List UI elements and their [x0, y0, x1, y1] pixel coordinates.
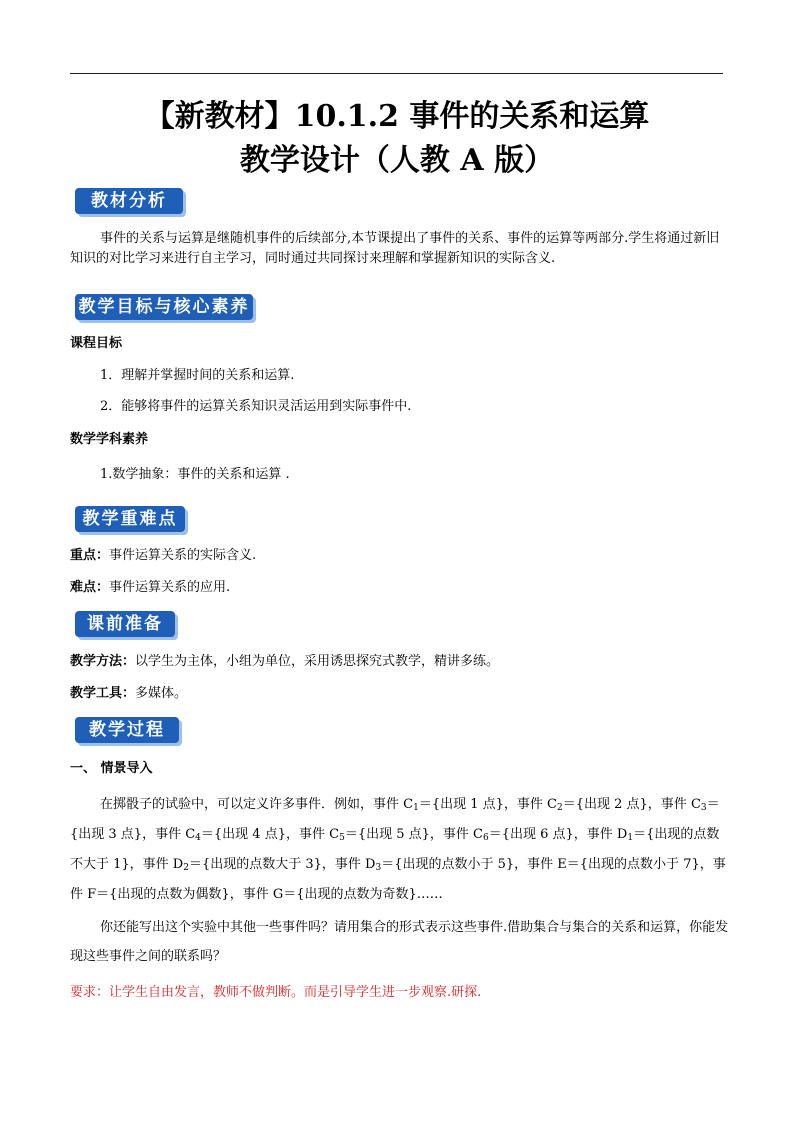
goals-heading: 课程目标 [70, 336, 123, 351]
header-rule [70, 73, 723, 74]
teaching-method-text: 以学生为主体，小组为单位，采用诱思探究式教学，精讲多练。 [135, 654, 500, 669]
section-tag-analysis: 教材分析 [75, 188, 183, 214]
hard-point [70, 578, 730, 598]
hard-point-text: 事件运算关系的应用. [109, 580, 231, 595]
literacy-item: 1.数学抽象：事件的关系和运算 . [100, 467, 290, 482]
hard-point-label: 难点： [70, 580, 110, 595]
analysis-paragraph: 事件的关系与运算是继随机事件的后续部分,本节课提出了事件的关系、事件的运算等两部分.学生将通过新旧知识的对比学习来进行自主学习，同时通过共同探讨来理解和掌握新知识的实际含义. [70, 231, 720, 266]
process-subheading: 一、 情景导入 [70, 761, 153, 776]
key-point-text: 事件运算关系的实际含义. [109, 548, 257, 563]
requirement-note: 要求：让学生自由发言，教师不做判断。而是引导学生进一步观察.研探. [70, 985, 482, 1000]
section-tag-goals: 教学目标与核心素养 [75, 294, 253, 320]
doc-title-line1: 【新教材】10.1.2 事件的关系和运算 [144, 99, 650, 134]
scenario-paragraph: 在掷骰子的试验中，可以定义许多事件．例如，事件 $C_1=${出现 1 点}，事件 $C_2=${出现 2 点}，事件 $C_3=${出现 3 点}，事件 $C_4=${出现 4 点}，事件 $C_5=${出现 5 点}，事件 $C_6=${出现 6 点}，事件 $D_1=${出现的点数不大于 1}，事件 $D_2=${出现的点数大于 3}，事件 $D_3=${出现的点数小于 5}，事件 E＝{出现的点数小于 7}，事件 F＝{出现的点数为偶数}，事件 G＝{出现的点数为奇数}…… [70, 797, 726, 902]
teaching-tool-text: 多媒体。 [135, 686, 188, 701]
doc-title-line2: 教学设计（人教 A 版） [239, 143, 555, 178]
section-tag-process: 教学过程 [75, 717, 179, 743]
key-point-label: 重点： [70, 548, 110, 563]
teaching-tool [70, 684, 730, 704]
teaching-method [70, 652, 730, 672]
teaching-method-label: 教学方法： [70, 654, 136, 669]
goal-item-1: 1．理解并掌握时间的关系和运算. [100, 368, 295, 383]
section-tag-prep: 课前准备 [75, 611, 175, 637]
question-paragraph: 你还能写出这个实验中其他一些事件吗？请用集合的形式表示这些事件.借助集合与集合的关系和运算，你能发现这些事件之间的联系吗？ [70, 920, 729, 964]
key-point [70, 546, 730, 566]
section-tag-difficulty: 教学重难点 [75, 506, 185, 532]
goal-item-2: 2．能够将事件的运算关系知识灵活运用到实际事件中. [100, 399, 412, 414]
teaching-tool-label: 教学工具： [70, 686, 136, 701]
literacy-heading: 数学学科素养 [70, 432, 149, 447]
